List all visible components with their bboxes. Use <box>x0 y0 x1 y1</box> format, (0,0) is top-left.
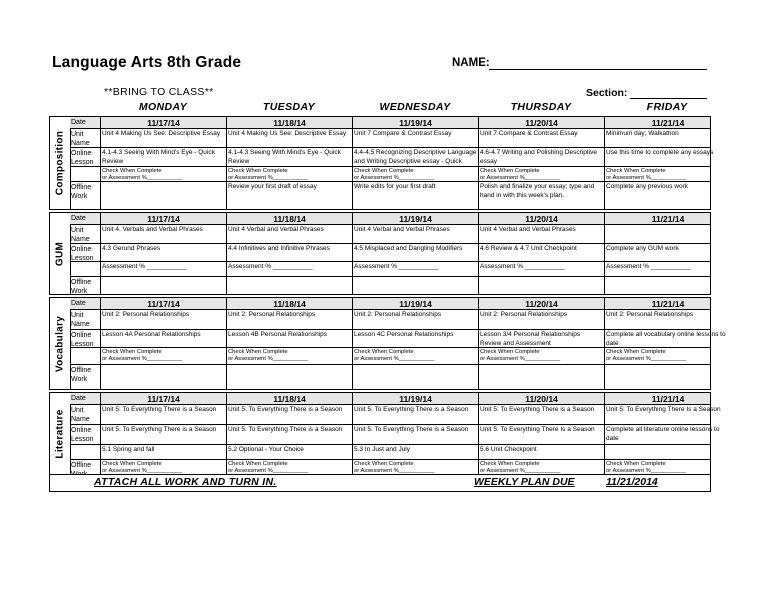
row-label: Offline Work <box>70 365 101 389</box>
row-label: Unit Name <box>70 405 101 424</box>
table-cell: Unit 4 Making Us See: Descriptive Essay <box>227 129 353 147</box>
row-label: Unit Name <box>70 310 101 329</box>
table-cell <box>353 277 479 294</box>
table-cell: Unit 5: To Everything There is a Season <box>101 425 227 444</box>
check-complete-cell <box>605 460 731 475</box>
table-cell: 4.1-4.3 Seeing With Mind's Eye - Quick Review <box>227 148 353 166</box>
check-when-complete: Check When Complete <box>102 349 162 355</box>
table-cell <box>227 277 353 294</box>
table-row <box>70 277 710 294</box>
date-cell: 11/19/14 <box>353 298 479 309</box>
date-cell: 11/18/14 <box>227 393 353 404</box>
table-cell <box>353 365 479 389</box>
table-row <box>70 445 710 460</box>
row-label <box>70 348 101 364</box>
table-cell: Complete all vocabulary online lessons to date <box>606 331 726 347</box>
table-cell: 5.3 In Just and July <box>353 445 479 459</box>
section-gum <box>49 212 711 295</box>
bring-to-class: **BRING TO CLASS** <box>104 86 214 98</box>
check-when-complete: Check When Complete <box>354 349 414 355</box>
check-complete-cell <box>605 348 731 364</box>
table-cell: Unit 5: To Everything There Is a Season <box>606 406 721 413</box>
check-when-complete: Check When Complete <box>480 461 540 467</box>
table-cell: Unit 4. Verbals and Verbal Phrases <box>101 225 227 243</box>
date-cell: 11/17/14 <box>101 298 227 309</box>
date-cell: 11/18/14 <box>227 213 353 224</box>
date-cell: 11/19/14 <box>353 213 479 224</box>
row-label: Online Lesson <box>70 425 101 444</box>
assessment-percent: or Assessment %___________ <box>606 175 687 181</box>
table-cell: Lesson 4B Personal Relationships <box>227 330 353 347</box>
section-composition <box>49 116 714 210</box>
date-cell: 11/17/14 <box>101 213 227 224</box>
check-complete-cell <box>353 348 479 364</box>
assessment-percent: or Assessment %___________ <box>354 468 435 474</box>
assessment-percent: or Assessment %___________ <box>228 468 309 474</box>
table-cell <box>605 445 731 459</box>
check-complete-cell <box>101 167 227 181</box>
row-label: Offline Work <box>70 182 101 209</box>
due-date: 11/21/2014 <box>606 476 658 488</box>
section-grid <box>70 393 721 475</box>
row-label: Date <box>70 393 101 404</box>
row-label: Unit Name <box>70 129 101 147</box>
table-cell <box>479 277 605 294</box>
date-cell: 11/19/14 <box>353 393 479 404</box>
table-row <box>70 244 710 262</box>
table-cell <box>227 365 353 389</box>
table-cell: 4.4-4.5 Recognizing Descriptive Language and Writing Descriptive essay - Quick <box>353 148 479 166</box>
assessment-percent: or Assessment %___________ <box>606 468 687 474</box>
table-row <box>70 262 710 277</box>
check-complete-cell <box>479 460 605 475</box>
assessment-percent: or Assessment %___________ <box>102 356 183 362</box>
table-row <box>70 129 710 148</box>
day-monday: MONDAY <box>138 101 188 113</box>
date-cell: 11/20/14 <box>479 298 605 309</box>
table-cell <box>101 277 227 294</box>
row-label: Date <box>70 213 101 224</box>
name-line <box>489 69 707 70</box>
section-side-label <box>50 298 71 389</box>
table-cell: Unit 2: Personal Relationships <box>353 310 479 329</box>
table-cell: Unit 5: To Everything There is a Season <box>353 405 479 424</box>
table-cell <box>101 182 227 209</box>
table-cell: 5.1 Spring and fall <box>101 445 227 459</box>
table-cell: Unit 7 Compare & Contrast Essay <box>353 129 479 147</box>
table-cell: Unit 2: Personal Relationships <box>479 310 605 329</box>
date-row <box>70 298 710 310</box>
check-when-complete: Check When Complete <box>228 168 288 174</box>
table-cell: 4.5 Misplaced and Dangling Modifiers <box>353 244 479 261</box>
check-when-complete: Check When Complete <box>606 168 666 174</box>
assessment-percent: or Assessment %___________ <box>480 175 561 181</box>
table-cell: Unit 5: To Everything There is a Season <box>101 405 227 424</box>
table-cell: Use this time to complete any essays <box>606 149 714 156</box>
section-name: GUM <box>54 241 66 266</box>
row-label <box>70 262 101 276</box>
assessment-percent: or Assessment %___________ <box>354 356 435 362</box>
assessment-percent: or Assessment %___________ <box>102 468 183 474</box>
check-when-complete: Check When Complete <box>606 461 666 467</box>
table-cell: Assessment % ___________ <box>479 262 605 276</box>
check-when-complete: Check When Complete <box>606 349 666 355</box>
table-cell: Unit 4 Verbal and Verbal Phrases <box>227 225 353 243</box>
table-cell: Unit 5: To Everything There is a Season <box>479 405 605 424</box>
table-cell: Assessment % ___________ <box>353 262 479 276</box>
table-cell: Complete any GUM work <box>606 245 679 252</box>
section-literature <box>49 392 721 475</box>
assessment-percent: or Assessment %___________ <box>354 175 435 181</box>
section-grid <box>70 213 710 294</box>
day-tuesday: TUESDAY <box>262 101 316 113</box>
table-row <box>70 182 710 209</box>
table-cell: 5.6 Unit Checkpoint <box>479 445 605 459</box>
assessment-percent: or Assessment %___________ <box>606 356 687 362</box>
table-cell: Assessment % ___________ <box>101 262 227 276</box>
date-cell: 11/18/14 <box>227 298 353 309</box>
table-cell: Complete all literature online lessons to date <box>606 426 720 442</box>
date-row <box>70 213 710 225</box>
row-label: Online Lesson <box>70 244 101 261</box>
date-cell: 11/20/14 <box>479 117 605 128</box>
check-complete-cell <box>479 167 605 181</box>
section-name: Vocabulary <box>54 315 66 372</box>
table-row <box>70 348 710 365</box>
assessment-percent: or Assessment %___________ <box>228 356 309 362</box>
date-cell: 11/21/14 <box>651 118 685 128</box>
table-cell: Polish and finalize your essay; type and hand in with this week's plan. <box>479 182 605 209</box>
check-complete-cell <box>353 460 479 475</box>
check-complete-cell <box>101 460 227 475</box>
weekly-plan-due-label: WEEKLY PLAN DUE <box>474 476 575 488</box>
table-cell: Unit 4 Verbal and Verbal Phrases <box>479 225 605 243</box>
row-label: Unit Name <box>70 225 101 243</box>
row-label <box>70 167 101 181</box>
row-label: Offline Work <box>70 277 101 294</box>
table-cell: Unit 5: To Everything There Is a Season <box>479 425 605 444</box>
section-name: Literature <box>54 408 66 459</box>
day-headers <box>0 101 768 115</box>
table-cell: Assessment % ___________ <box>227 262 353 276</box>
table-cell: Unit 2: Personal Relationships <box>101 310 227 329</box>
section-label: Section: <box>586 87 628 99</box>
check-when-complete: Check When Complete <box>480 168 540 174</box>
section-side-label <box>50 213 71 294</box>
table-row <box>70 225 710 244</box>
table-cell: Unit 5: To Everything There is a Season <box>227 405 353 424</box>
table-row <box>70 425 720 445</box>
table-row <box>70 148 714 167</box>
check-when-complete: Check When Complete <box>102 168 162 174</box>
table-cell: Unit 7 Compare & Contrast Essay <box>479 129 605 147</box>
attach-note: ATTACH ALL WORK AND TURN IN. <box>94 476 277 488</box>
table-cell: 4.3 Gerund Phrases <box>101 244 227 261</box>
page-title: Language Arts 8th Grade <box>52 54 242 71</box>
date-cell: 11/17/14 <box>101 393 227 404</box>
check-when-complete: Check When Complete <box>480 349 540 355</box>
assessment-percent: or Assessment %___________ <box>102 175 183 181</box>
table-cell: Minimum day; Walkathon <box>606 130 679 137</box>
table-cell: Unit 5: To Everything There is a Season <box>353 425 479 444</box>
date-cell: 11/18/14 <box>227 117 353 128</box>
check-complete-cell <box>353 167 479 181</box>
table-cell: Assessment % ___________ <box>606 263 691 270</box>
date-cell: 11/20/14 <box>479 393 605 404</box>
assessment-percent: or Assessment %___________ <box>228 175 309 181</box>
section-side-label <box>50 117 71 209</box>
table-cell <box>101 365 227 389</box>
table-row <box>70 405 721 425</box>
name-label: NAME: <box>452 57 490 69</box>
table-cell <box>605 277 731 294</box>
check-complete-cell <box>227 348 353 364</box>
section-grid <box>70 298 726 389</box>
table-cell: Unit 5: To Everything There is a Season <box>227 425 353 444</box>
table-cell: 5.2 Optional - Your Choice <box>227 445 353 459</box>
assessment-percent: or Assessment %___________ <box>480 356 561 362</box>
assessment-percent: or Assessment %___________ <box>480 468 561 474</box>
check-when-complete: Check When Complete <box>102 461 162 467</box>
date-cell: 11/19/14 <box>353 117 479 128</box>
section-line <box>630 98 707 99</box>
date-row <box>70 393 710 405</box>
table-row <box>70 167 710 182</box>
section-grid <box>70 117 714 209</box>
table-cell: 4.6-4.7 Writing and Polishing Descriptive essay <box>479 148 605 166</box>
date-cell: 11/21/14 <box>651 299 685 309</box>
row-label: Offline Work <box>70 460 101 475</box>
table-cell: Write edits for your first draft <box>353 182 479 209</box>
table-cell: Lesson 3/4 Personal Relationships Review and Assessment <box>479 330 605 347</box>
section-vocabulary <box>49 297 726 390</box>
check-when-complete: Check When Complete <box>354 168 414 174</box>
date-cell: 11/21/14 <box>651 394 685 404</box>
table-cell: Review your first draft of essay <box>227 182 353 209</box>
date-row <box>70 117 710 129</box>
table-cell: 4.4 Infinitives and Infinitive Phrases <box>227 244 353 261</box>
check-complete-cell <box>227 460 353 475</box>
section-name: Composition <box>54 130 66 196</box>
date-cell: 11/17/14 <box>101 117 227 128</box>
table-cell: 4.1-4.3 Seeing With Mind's Eye - Quick Review <box>101 148 227 166</box>
row-label <box>70 445 101 459</box>
day-friday: FRIDAY <box>646 101 688 113</box>
footer <box>49 474 711 492</box>
table-row <box>70 460 710 475</box>
row-label: Date <box>70 298 101 309</box>
row-label: Online Lesson <box>70 148 101 166</box>
table-row <box>70 365 710 389</box>
table-cell: Unit 2: Personal Relationships <box>227 310 353 329</box>
table-cell: Unit 4 Verbal and Verbal Phrases <box>353 225 479 243</box>
check-complete-cell <box>605 167 731 181</box>
check-when-complete: Check When Complete <box>354 461 414 467</box>
table-cell <box>479 365 605 389</box>
table-cell: 4.6 Review & 4.7 Unit Checkpoint <box>479 244 605 261</box>
date-cell: 11/21/14 <box>651 214 685 224</box>
check-complete-cell <box>101 348 227 364</box>
table-cell: Complete any previous work <box>606 183 689 190</box>
check-complete-cell <box>479 348 605 364</box>
section-side-label <box>50 393 71 474</box>
table-cell <box>605 365 731 389</box>
row-label: Online Lesson <box>70 330 101 347</box>
date-cell: 11/20/14 <box>479 213 605 224</box>
row-label: Date <box>70 117 101 128</box>
table-cell: Unit 2: Personal Relationships <box>606 311 694 318</box>
table-cell <box>605 225 731 243</box>
check-complete-cell <box>227 167 353 181</box>
table-row <box>70 310 710 330</box>
day-thursday: THURSDAY <box>510 101 572 113</box>
table-cell: Unit 4 Making Us See: Descriptive Essay <box>101 129 227 147</box>
check-when-complete: Check When Complete <box>228 461 288 467</box>
table-row <box>70 330 726 348</box>
table-cell: Lesson 4C Personal Relationships <box>353 330 479 347</box>
day-wednesday: WEDNESDAY <box>379 101 451 113</box>
table-cell: Lesson 4A Personal Relationships <box>101 330 227 347</box>
check-when-complete: Check When Complete <box>228 349 288 355</box>
